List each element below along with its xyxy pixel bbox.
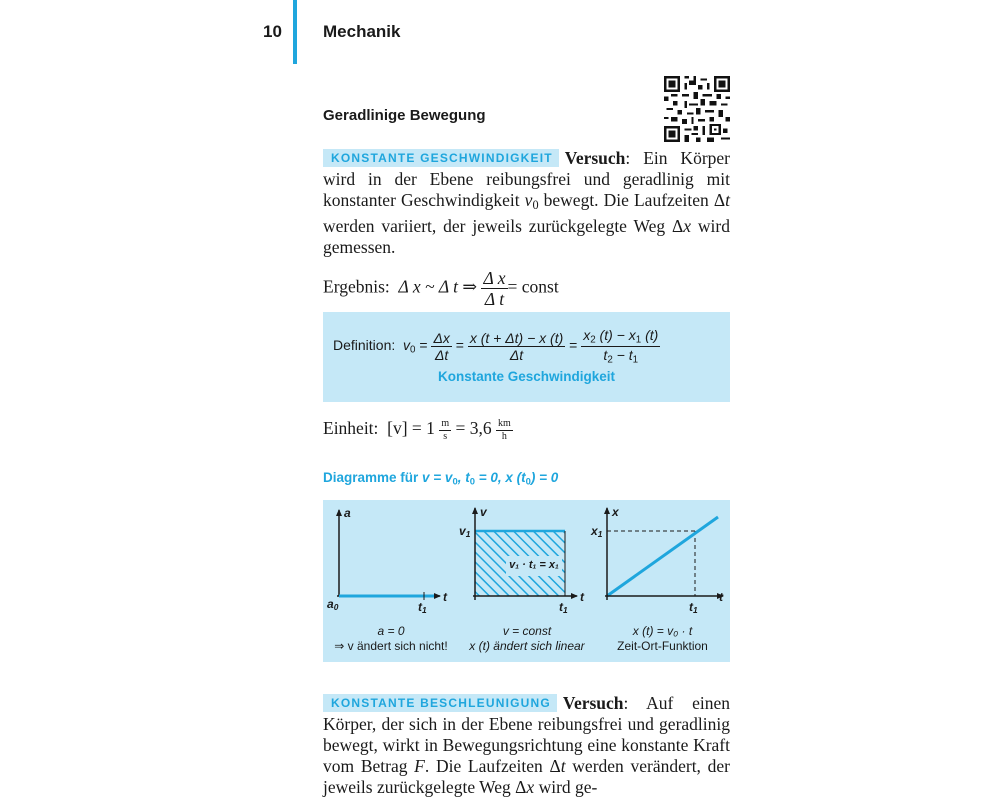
definition-label: Definition: [333,336,396,353]
variable-x: x [526,777,535,797]
variable-F: F [414,756,425,776]
d3-caption-1: x (t) = v₀ · t [632,624,693,638]
fraction-numerator: $x_2$ $(t) - x_1$ (t) [583,327,659,346]
paragraph-constant-acceleration [323,693,730,798]
d1-caption-1: a = 0 [377,624,405,638]
paragraph-text: wird gemessen. [323,216,730,258]
subscript: 0 [532,198,539,213]
result-label: Ergebnis: [323,276,390,297]
definition-fraction-1: $\frac{\Delta x}{\Delta t}$ [433,329,450,363]
d2-caption-1: v = const [502,624,552,638]
diagrams-title-var: , t [457,470,470,485]
result-relation: Δ x ~ Δ t ⇒ [398,276,478,297]
d2-level-label: $v_1$ [459,524,471,540]
paragraph-text: . Die Laufzeiten Δ [424,756,561,776]
equals-sign: = [455,336,464,353]
diagram-acceleration-time [337,510,440,600]
variable-v: v [403,336,411,353]
d1-tick-label: $t_1$ [418,600,427,616]
unit-label: Einheit: [323,418,379,439]
diagrams-title-var: = 0, x (t [474,470,526,485]
paragraph-text: wird ge- [534,777,598,797]
variable-v: v [524,190,533,210]
paragraph-constant-velocity [323,148,730,258]
diagrams-title-var: ) = 0 [530,470,559,485]
fraction-denominator: $t_2 - t_1$ [603,346,639,366]
unit-formula [323,418,513,442]
qr-code-icon[interactable] [664,76,730,142]
paragraph-text: werden variiert, der jeweils zurückgelegte Weg Δ [323,216,684,237]
section-title: Geradlinige Bewegung [323,107,486,124]
topic-tag: KONSTANTE GESCHWINDIGKEIT [323,149,559,167]
diagrams-title: Diagramme für $v = v_0$, $t_0 = 0$, x $(t_0) = 0$ [323,470,559,488]
d1-y-label: a [344,506,351,520]
header-accent-bar [293,0,297,64]
result-formula [323,268,559,309]
d2-area-label: v₁ · t₁ = x₁ [509,559,559,571]
paragraph-text: werden verändert, der jeweils zurückgelegte Weg Δ [323,756,730,797]
variable-t: t [560,756,566,776]
d1-origin-label: $a_0$ [327,597,339,613]
d2-caption-2: x (t) ändert sich linear [469,639,585,653]
d1-caption-2: ⇒ v ändert sich nicht! [334,639,448,653]
d3-x-label: t [719,590,723,604]
paragraph-text: bewegt. Die Laufzeiten Δ [538,190,726,210]
variable-x: x [683,216,692,237]
result-tail: = const [507,276,559,297]
diagrams-box [323,500,730,662]
diagrams-title-var: v = v [422,470,453,485]
page-number: 10 [263,22,282,41]
d2-x-label: t [580,590,584,604]
diagram-position-time [605,508,723,600]
definition-fraction-3 [581,327,660,365]
paragraph-lead: Versuch [564,148,626,168]
paragraph-text: : Ein Körper wird in der Ebene reibungsfrei und geradlinig mit konstanter Geschwindigkeit [323,148,730,210]
chapter-title: Mechanik [323,22,401,41]
paragraph-text: : Auf einen Körper, der sich in der Ebene reibungsfrei und geradlinig bewegt, wirkt in Bewegungsrichtung eine konstante Kraft vom Betrag [323,693,730,776]
definition-formula [333,327,660,365]
d1-x-label: t [443,590,447,604]
d3-caption-2: Zeit-Ort-Funktion [617,639,708,653]
equals-sign: = [569,336,578,353]
d2-y-label: v [480,505,487,519]
paragraph-lead: Versuch [562,693,624,713]
diagrams-title-text: Diagramme für [323,470,423,485]
subscript: 0 [410,344,416,356]
definition-caption: Konstante Geschwindigkeit [437,369,616,384]
position-line [607,517,718,596]
d2-tick-label: $t_1$ [559,600,568,616]
result-fraction: $\frac{\text{Δ x}}{\text{Δ t}}$ [483,268,506,310]
d3-level-label: $x_1$ [591,524,603,540]
diagram-velocity-time [473,508,577,600]
definition-fraction-2: $\frac{x (t + \Delta t) - x (t)}{\Delta t}$ [469,329,564,363]
d3-tick-label: $t_1$ [689,600,698,616]
unit-mid: = 3,6 [455,418,492,439]
unit-fraction-kmh: $\frac{km}{h}$ [497,418,511,442]
unit-lhs: [v] = 1 [387,418,435,439]
d3-y-label: x [612,505,619,519]
equals-sign: = [419,336,428,353]
unit-fraction-ms: $\frac{m}{s}$ [441,418,450,442]
topic-tag: KONSTANTE BESCHLEUNIGUNG [323,694,557,712]
variable-t: t [725,190,731,210]
